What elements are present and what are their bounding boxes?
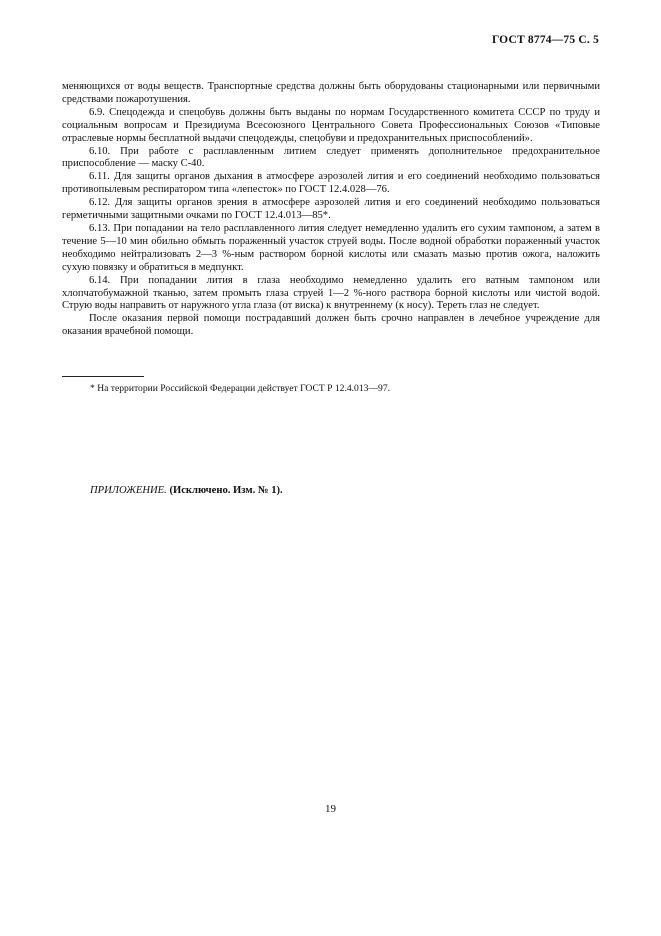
- page-number: 19: [325, 803, 336, 815]
- paragraph-6-10: 6.10. При работе с расплавленным литием следует применять дополнительное предохранительное приспособление — маску С-40.: [62, 145, 600, 170]
- appendix-line: [90, 484, 283, 497]
- paragraph-first-aid: После оказания первой помощи пострадавший должен быть срочно направлен в лечебное учреждение для оказания врачебной помощи.: [62, 313, 600, 338]
- footnote-divider: [62, 376, 144, 377]
- paragraph-6-11: 6.11. Для защиты органов дыхания в атмосфере аэрозолей лития и его соединений необходимо пользоваться противопылевым респиратором типа «лепесток» по ГОСТ 12.4.028—76.: [62, 171, 600, 196]
- paragraph-6-13: 6.13. При попадании на тело расплавленного лития следует немедленно удалить его сухим тампоном, а затем в течение 5—10 мин обильно обмыть пораженный участок струей воды. После водной обработки пораженный участок необходимо нейтрализовать 2—3 %-ным раствором борной кислоты или смазать мазью против ожога, наложить сухую повязку и обратиться в медпункт.: [62, 222, 600, 273]
- paragraph-6-12: 6.12. Для защиты органов зрения в атмосфере аэрозолей лития и его соединений необходимо пользоваться герметичными защитными очками по ГОСТ 12.4.013—85*.: [62, 197, 600, 222]
- paragraph-continuation: меняющихся от воды веществ. Транспортные средства должны быть оборудованы стационарными или первичными средствами пожаротушения.: [62, 81, 600, 105]
- paragraph-6-14: 6.14. При попадании лития в глаза необходимо немедленно удалить его ватным тампоном или хлопчатобумажной тканью, затем промыть глаза струей 1—2 %-ного раствора борной кислоты или чистой водой. Струю воды направить от наружного угла глаза (от виска) к внутреннему (к носу). Тереть глаз не следует.: [62, 274, 600, 312]
- page-header: ГОСТ 8774—75 С. 5: [491, 34, 599, 46]
- main-text: [62, 81, 600, 339]
- appendix-label: ПРИЛОЖЕНИЕ.: [90, 485, 167, 496]
- paragraph-6-9: 6.9. Спецодежда и спецобувь должны быть выданы по нормам Государственного комитета СССР по труду и социальным вопросам и Президиума Всесоюзного Центрального Совета Профессиональных Союзов «Типовые отраслевые нормы бесплатной выдачи спецодежды, спецобуви и предохранительных приспособлений».: [62, 106, 600, 144]
- footnote: * На территории Российской Федерации действует ГОСТ Р 12.4.013—97.: [90, 383, 391, 394]
- appendix-note: (Исключено. Изм. № 1).: [169, 485, 283, 496]
